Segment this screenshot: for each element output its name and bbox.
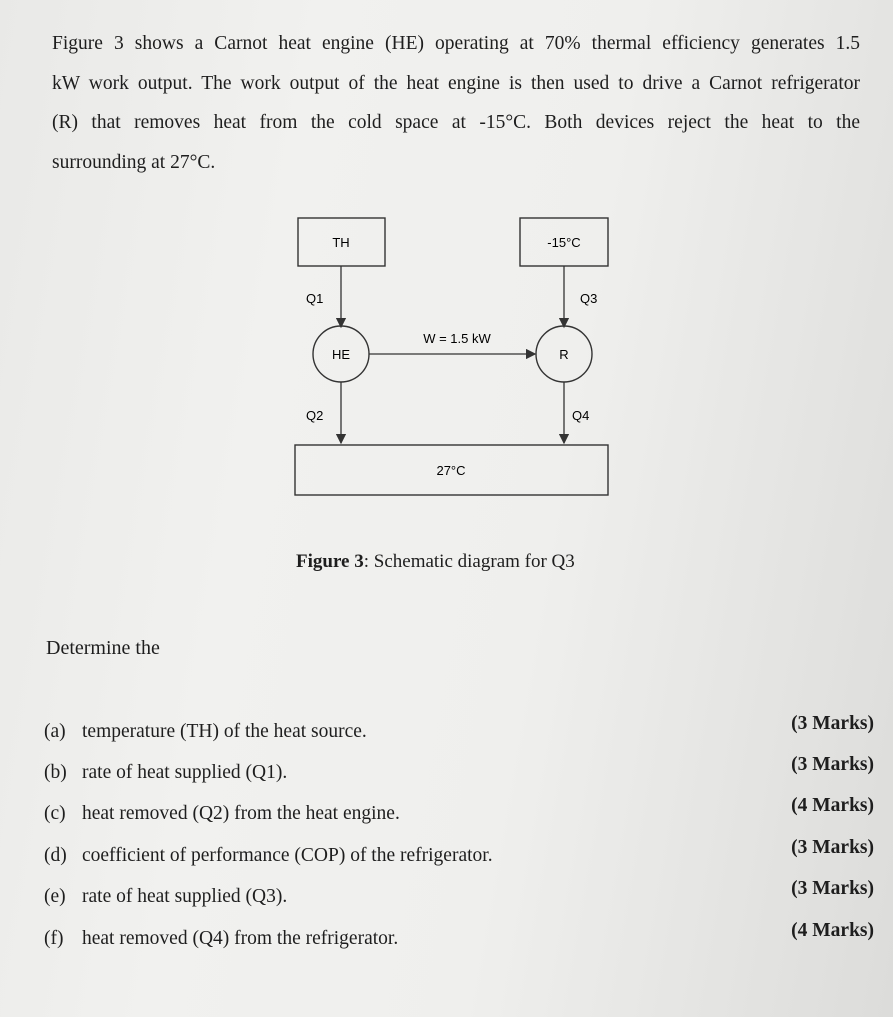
question-text: coefficient of performance (COP) of the refrigerator. (82, 845, 493, 866)
q3-label: Q3 (580, 291, 598, 306)
question-text: heat removed (Q2) from the heat engine. (82, 803, 400, 824)
statement-line-2: kW work output. The work output of the heat engine is then used to drive a Carnot refrigerator (52, 72, 860, 94)
question-d (44, 837, 874, 867)
question-text: rate of heat supplied (Q3). (82, 886, 288, 907)
statement-line-3: (R) that removes heat from the cold space at -15°C. Both devices reject the heat to the (52, 112, 860, 133)
question-marks: (3 Marks) (791, 754, 874, 775)
schematic-diagram (280, 205, 620, 505)
figure-caption (296, 551, 575, 573)
question-marks: (3 Marks) (791, 713, 874, 734)
question-text: rate of heat supplied (Q1). (82, 762, 288, 783)
determine-prompt: Determine the (46, 637, 160, 659)
heat-engine-label: HE (331, 347, 351, 362)
q4-label: Q4 (572, 408, 590, 423)
question-label: (d) (44, 845, 67, 866)
question-marks: (4 Marks) (791, 920, 874, 941)
question-label: (a) (44, 721, 66, 742)
question-marks: (3 Marks) (791, 837, 874, 858)
q1-label: Q1 (306, 291, 324, 306)
question-label: (b) (44, 762, 67, 783)
problem-statement (52, 24, 860, 182)
sink-label: 27°C (436, 463, 466, 478)
question-label: (f) (44, 928, 64, 949)
question-f (44, 920, 874, 950)
question-text: temperature (TH) of the heat source. (82, 721, 367, 742)
question-c (44, 795, 874, 825)
figure-label: Figure 3 (296, 551, 364, 572)
question-marks: (3 Marks) (791, 878, 874, 899)
question-b (44, 754, 874, 784)
question-label: (c) (44, 803, 66, 824)
question-e (44, 878, 874, 908)
q2-label: Q2 (306, 408, 324, 423)
question-text: heat removed (Q4) from the refrigerator. (82, 928, 399, 949)
question-label: (e) (44, 886, 66, 907)
cold-space-label: -15°C (547, 235, 581, 250)
statement-line-1: Figure 3 shows a Carnot heat engine (HE) operating at 70% thermal efficiency generates 1.5 (52, 33, 860, 54)
figure-caption-text: : Schematic diagram for Q3 (363, 551, 575, 572)
hot-reservoir-label: TH (332, 235, 350, 250)
statement-line-4: surrounding at 27°C. (52, 151, 216, 173)
work-label: W = 1.5 kW (423, 331, 491, 346)
question-marks: (4 Marks) (791, 795, 874, 816)
refrigerator-label: R (559, 347, 569, 362)
question-a (44, 713, 874, 743)
